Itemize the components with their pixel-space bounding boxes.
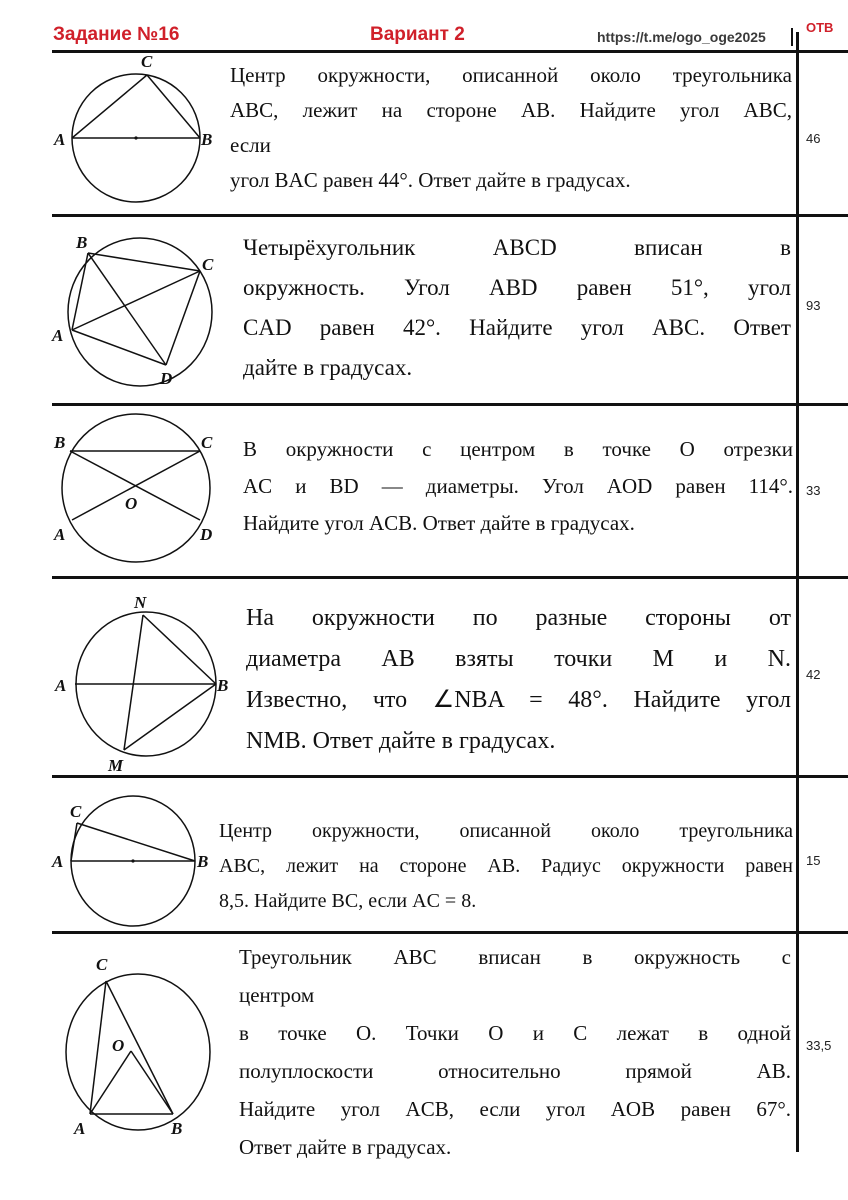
row-divider	[52, 576, 848, 579]
svg-text:B: B	[197, 852, 209, 871]
row-divider	[52, 403, 848, 406]
figure-triangle-on-diameter	[50, 795, 225, 930]
task-3-answer: 33	[806, 483, 821, 498]
svg-text:O: O	[125, 494, 138, 513]
svg-text:C: C	[96, 955, 108, 974]
svg-text:O: O	[112, 1036, 125, 1055]
task-5-answer: 15	[806, 853, 821, 868]
svg-text:B: B	[171, 1119, 183, 1138]
task-1-answer: 46	[806, 131, 821, 146]
svg-text:B: B	[54, 433, 66, 452]
svg-text:B: B	[201, 130, 213, 149]
svg-text:A: A	[54, 130, 66, 149]
svg-text:M: M	[108, 756, 124, 775]
figure-circle-triangle-diameter	[50, 52, 220, 212]
task-3-text: В окружности с центром в точке O отрезки AC и BD — диаметры. Угол AOD равен 114°. Найдите угол ACB. Ответ дайте в градусах.	[243, 437, 793, 535]
svg-text:B: B	[76, 233, 88, 252]
svg-text:A: A	[52, 326, 64, 345]
task-4-answer: 42	[806, 667, 821, 682]
task-6-answer: 33,5	[806, 1038, 832, 1053]
channel-link[interactable]: https://t.me/ogo_oge2025	[597, 29, 766, 45]
figure-inscribed-quadrilateral	[50, 228, 225, 398]
task-title: Задание №16	[53, 24, 180, 45]
task-5-text: Центр окружности, описанной около треугольника ABC, лежит на стороне AB. Радиус окружности равен 8,5. Найдите BC, если AC = 8.	[219, 820, 793, 912]
task-4-text: На окружности по разные стороны от диаметра AB взяты точки M и N. Известно, что ∠NBA = 48°. Найдите угол NMB. Ответ дайте в градусах.	[246, 605, 791, 754]
figure-diameter-two-points	[50, 588, 235, 778]
answer-column-label: ОТВ	[806, 20, 834, 35]
svg-text:A: A	[54, 525, 66, 544]
svg-text:N: N	[134, 593, 147, 612]
answer-column-divider	[796, 32, 799, 1152]
row-divider	[52, 931, 848, 934]
svg-text:C: C	[141, 52, 153, 71]
svg-text:A: A	[52, 852, 64, 871]
svg-text:C: C	[201, 433, 213, 452]
svg-text:C: C	[70, 802, 82, 821]
row-divider	[52, 214, 848, 217]
svg-text:A: A	[74, 1119, 86, 1138]
figure-two-diameters	[50, 408, 225, 573]
svg-text:D: D	[200, 525, 213, 544]
task-2-text: Четырёхугольник ABCD вписан в окружность. Угол ABD равен 51°, угол CAD равен 42°. Найдите угол ABC. Ответ дайте в градусах.	[243, 235, 791, 380]
task-6-text: Треугольник ABC вписан в окружность с центром в точке O. Точки O и C лежат в одной полуплоскости относительно прямой AB. Найдите угол ACB, если угол AOB равен 67°. Ответ дайте в градусах.	[239, 945, 791, 1159]
header-divider	[791, 28, 793, 46]
svg-text:C: C	[202, 255, 214, 274]
task-2-answer: 93	[806, 298, 821, 313]
svg-text:D: D	[160, 369, 173, 388]
figure-inscribed-triangle-center	[50, 948, 225, 1148]
variant-label: Вариант 2	[370, 24, 465, 45]
svg-text:A: A	[55, 676, 67, 695]
task-1-text: Центр окружности, описанной около треугольника ABC, лежит на стороне AB. Найдите угол ABC, если угол BAC равен 44°. Ответ дайте в градусах.	[230, 63, 792, 192]
svg-text:B: B	[217, 676, 229, 695]
